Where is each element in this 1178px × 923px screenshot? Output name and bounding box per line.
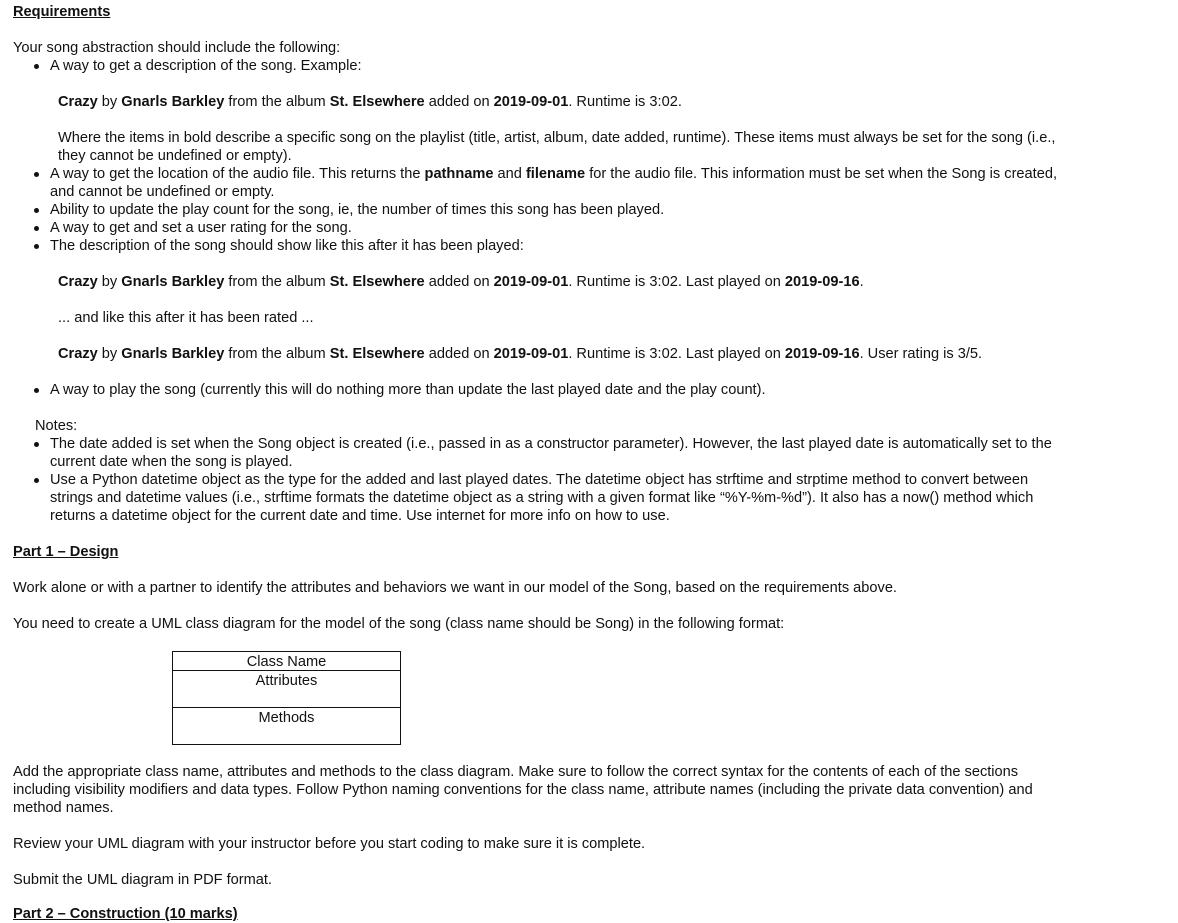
part1-paragraph-5: Submit the UML diagram in PDF format. bbox=[13, 872, 272, 888]
notes-label: Notes: bbox=[35, 418, 78, 434]
part1-paragraph-2: You need to create a UML class diagram for the model of the song (class name should be Song) in the following format: bbox=[13, 616, 785, 632]
part1-heading: Part 1 – Design bbox=[13, 544, 119, 560]
note-date-added-cont: current date when the song is played. bbox=[50, 454, 293, 470]
uml-methods: Methods bbox=[258, 710, 315, 726]
part2-heading: Part 2 – Construction (10 marks) bbox=[13, 906, 238, 922]
bullet-location: A way to get the location of the audio file. This returns the pathname and filename for the audio file. This information must be set when the Song is created, bbox=[50, 166, 1058, 182]
uml-divider-2 bbox=[173, 707, 400, 708]
uml-divider-1 bbox=[173, 670, 400, 671]
uml-attributes: Attributes bbox=[255, 673, 318, 689]
bullet-description: A way to get a description of the song. Example: bbox=[50, 58, 362, 74]
bullet-play: A way to play the song (currently this will do nothing more than update the last played date and the play count). bbox=[50, 382, 766, 398]
explanation-line-2: they cannot be undefined or empty). bbox=[58, 148, 292, 164]
requirements-intro: Your song abstraction should include the following: bbox=[13, 40, 341, 56]
part1-paragraph-1: Work alone or with a partner to identify the attributes and behaviors we want in our model of the Song, based on the requirements above. bbox=[13, 580, 897, 596]
uml-class-name: Class Name bbox=[246, 654, 327, 670]
bullet-played-description: The description of the song should show like this after it has been played: bbox=[50, 238, 524, 254]
note-date-added: The date added is set when the Song object is created (i.e., passed in as a constructor parameter). However, the last played date is automatically set to the bbox=[50, 436, 1052, 452]
requirements-heading: Requirements bbox=[13, 4, 111, 20]
part1-paragraph-3c: method names. bbox=[13, 800, 114, 816]
part1-paragraph-4: Review your UML diagram with your instructor before you start coding to make sure it is complete. bbox=[13, 836, 646, 852]
bullet-rating: A way to get and set a user rating for the song. bbox=[50, 220, 352, 236]
part1-paragraph-3a: Add the appropriate class name, attributes and methods to the class diagram. Make sure to follow the correct syntax for the contents of each of the sections bbox=[13, 764, 1019, 780]
uml-class-diagram bbox=[172, 651, 401, 745]
bullet-play-count: Ability to update the play count for the song, ie, the number of times this song has been played. bbox=[50, 202, 665, 218]
note-datetime-cont-2: returns a datetime object for the current date and time. Use internet for more info on how to use. bbox=[50, 508, 670, 524]
explanation-line-1: Where the items in bold describe a specific song on the playlist (title, artist, album, date added, runtime). These items must always be set for the song (i.e., bbox=[58, 130, 1056, 146]
note-datetime-cont-1: strings and datetime values (i.e., strftime formats the datetime object as a string with a given format like “%Y-%m-%d”). It also has a now() method which bbox=[50, 490, 1034, 506]
example-description-3: Crazy by Gnarls Barkley from the album St. Elsewhere added on 2019-09-01. Runtime is 3:02. Last played on 2019-09-16. User rating is 3/5. bbox=[58, 346, 983, 362]
note-datetime: Use a Python datetime object as the type for the added and last played dates. The datetime object has strftime and strptime method to convert between bbox=[50, 472, 1029, 488]
example-description-1: Crazy by Gnarls Barkley from the album St. Elsewhere added on 2019-09-01. Runtime is 3:02. bbox=[58, 94, 682, 110]
rated-note: ... and like this after it has been rated ... bbox=[58, 310, 314, 326]
example-description-2: Crazy by Gnarls Barkley from the album St. Elsewhere added on 2019-09-01. Runtime is 3:02. Last played on 2019-09-16. bbox=[58, 274, 864, 290]
bullet-location-cont: and cannot be undefined or empty. bbox=[50, 184, 275, 200]
part1-paragraph-3b: including visibility modifiers and data types. Follow Python naming conventions for the class name, attribute names (including the private data convention) and bbox=[13, 782, 1033, 798]
